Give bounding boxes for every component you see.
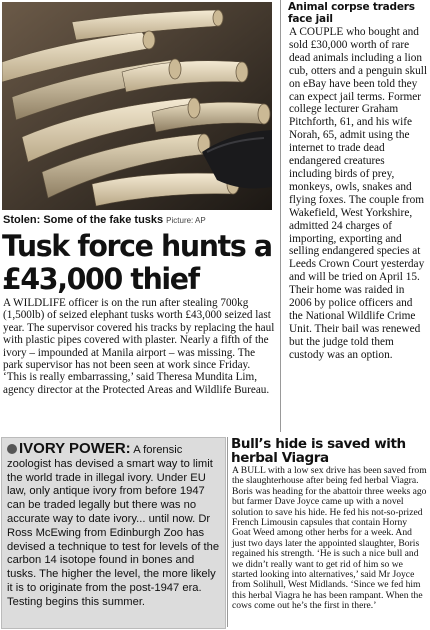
photo-caption (3, 212, 275, 228)
bullet-icon (7, 444, 17, 454)
tusks-photo (2, 2, 272, 210)
viagra-headline: Bull’s hide is saved with herbal Viagra (231, 436, 406, 466)
corpse-story-body: A COUPLE who bought and sold £30,000 worth of rare dead animals including a lion cub, otters and a penguin skull on eBay have been told they can expect jail terms. Former college lecturer Graham Pitchforth, 61, and his wife Norah, 65, admit using the internet to trade dead endangered creatures including birds of prey, monkeys, owls, snakes and flying foxes. The couple from Wakefield, West Yorkshire, admitted 24 charges of importing, exporting and selling endangered species at Leeds Crown Court yesterday and will be tried on April 15. Their home was raided in 2006 by police officers and the National Wildlife Crime Unit. Their bail was renewed but the judge told them custody was an option. (289, 26, 428, 361)
viagra-story-body: A BULL with a low sex drive has been saved from the slaughterhouse after being fed herbal Viagra. Boris was heading for the abattoir three weeks ago but farmer Dave Joyce came up with a novel solution to save his hide. He fed his not-so-prized French Limousin capsules that contain Horny Goat Weed among other herbs for a week. And just two days later the appointed slaughter, Boris regained his strength. ‘He is such a nice bull and we didn’t really want to get rid of him so we started looking into alternatives,’ said Mr Joyce from Solihull, West Midlands. ‘Since we fed him this herbal Viagra he has been rampant. When the cows come out he’s the first in there.’ (232, 465, 427, 612)
main-headline: Tusk force hunts a £43,000 thief (2, 229, 272, 296)
corpse-headline: Animal corpse traders face jail (288, 1, 415, 25)
ivory-power-text (7, 442, 222, 610)
tusks-illustration (2, 2, 272, 210)
ivory-kicker: IVORY POWER: (19, 440, 131, 457)
ivory-power-box (1, 437, 226, 629)
column-divider (227, 437, 228, 627)
ivory-body: A forensic zoologist has devised a smart way to limit the world trade in illegal ivory. Under EU law, only antique ivory from before 1947 can be traded legally but there was no accurate way to date ivory... until now. Dr Ross McEwing from Edinburgh Zoo has devised a technique to test for levels of the carbon 14 isotope found in bones and tusks. The higher the level, the more likely it is to originate from the post-1947 era. Testing begins this summer. (7, 444, 220, 608)
caption-credit: Picture: AP (166, 216, 206, 225)
right-column-divider (280, 0, 281, 432)
caption-title: Stolen: Some of the fake tusks (3, 214, 164, 226)
main-story-body: A WILDLIFE officer is on the run after stealing 700kg (1,500lb) of seized elephant tusks worth £43,000 seized last year. The supervisor covered his tracks by replacing the haul with plastic pipes covered with plaster. Nearly a fifth of the ivory – impounded at Manila airport – was missing. The park supervisor has not been seen at work since Friday. ‘This is really embarrassing,’ said Theresa Mundita Lim, agency director at the Protected Areas and Wildlife Bureau. (3, 297, 275, 396)
